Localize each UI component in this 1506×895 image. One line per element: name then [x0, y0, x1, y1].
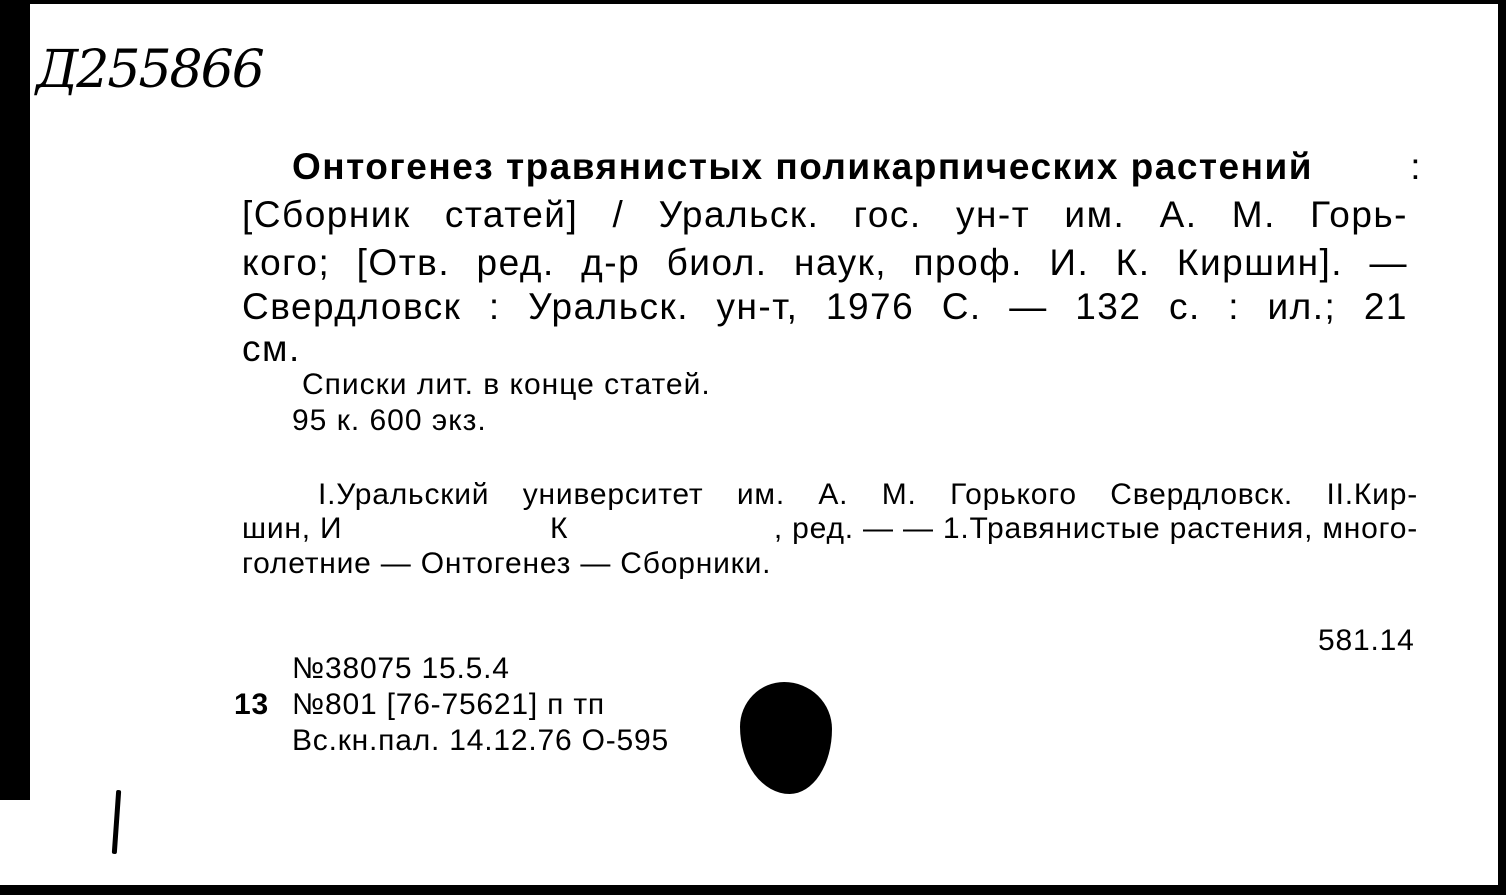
- bibliography-note: Списки лит. в конце статей.: [302, 368, 711, 401]
- description-line-3: кого; [Отв. ред. д-р биол. наук, проф. И. К. Киршин]. —: [242, 242, 1408, 283]
- tracings-line-3: голетние — Онтогенез — Сборники.: [242, 547, 772, 580]
- footer-line-2: №801 [76-75621] п тп: [292, 688, 605, 721]
- classification-number: 581.14: [1318, 624, 1415, 657]
- title-separator: :: [1410, 146, 1422, 187]
- scan-border-right: [1498, 0, 1506, 895]
- catalog-card: [30, 4, 1498, 885]
- footer-prefix: 13: [234, 688, 269, 721]
- ink-blot: [740, 682, 832, 794]
- handwritten-call-number: Д255866: [36, 40, 263, 100]
- tracings-subjects: , ред. — — 1.Травянистые растения, много-: [773, 512, 1418, 545]
- description-line-4: Свердловск : Уральск. ун-т, 1976 С. — 132 с. : ил.; 21: [242, 286, 1408, 327]
- footer-line-1: №38075 15.5.4: [292, 652, 510, 685]
- scan-border-left: [0, 0, 30, 800]
- tracings-line-1: I.Уральский университет им. А. М. Горького Свердловск. II.Кир-: [318, 478, 1418, 511]
- book-title: Онтогенез травянистых поликарпических растений: [292, 146, 1313, 187]
- tracings-initial: К: [550, 512, 569, 545]
- description-line-5: см.: [242, 328, 301, 369]
- description-line-2: [Сборник статей] / Уральск. гос. ун-т им. А. М. Горь-: [242, 194, 1408, 235]
- title-line: [292, 146, 1422, 188]
- pencil-mark: [112, 790, 121, 854]
- scan-border-bottom: [0, 885, 1506, 895]
- tracings-name: шин, И: [242, 512, 343, 545]
- price-and-print-run: 95 к. 600 экз.: [292, 404, 487, 437]
- footer-line-3: Вс.кн.пал. 14.12.76 О-595: [292, 724, 669, 757]
